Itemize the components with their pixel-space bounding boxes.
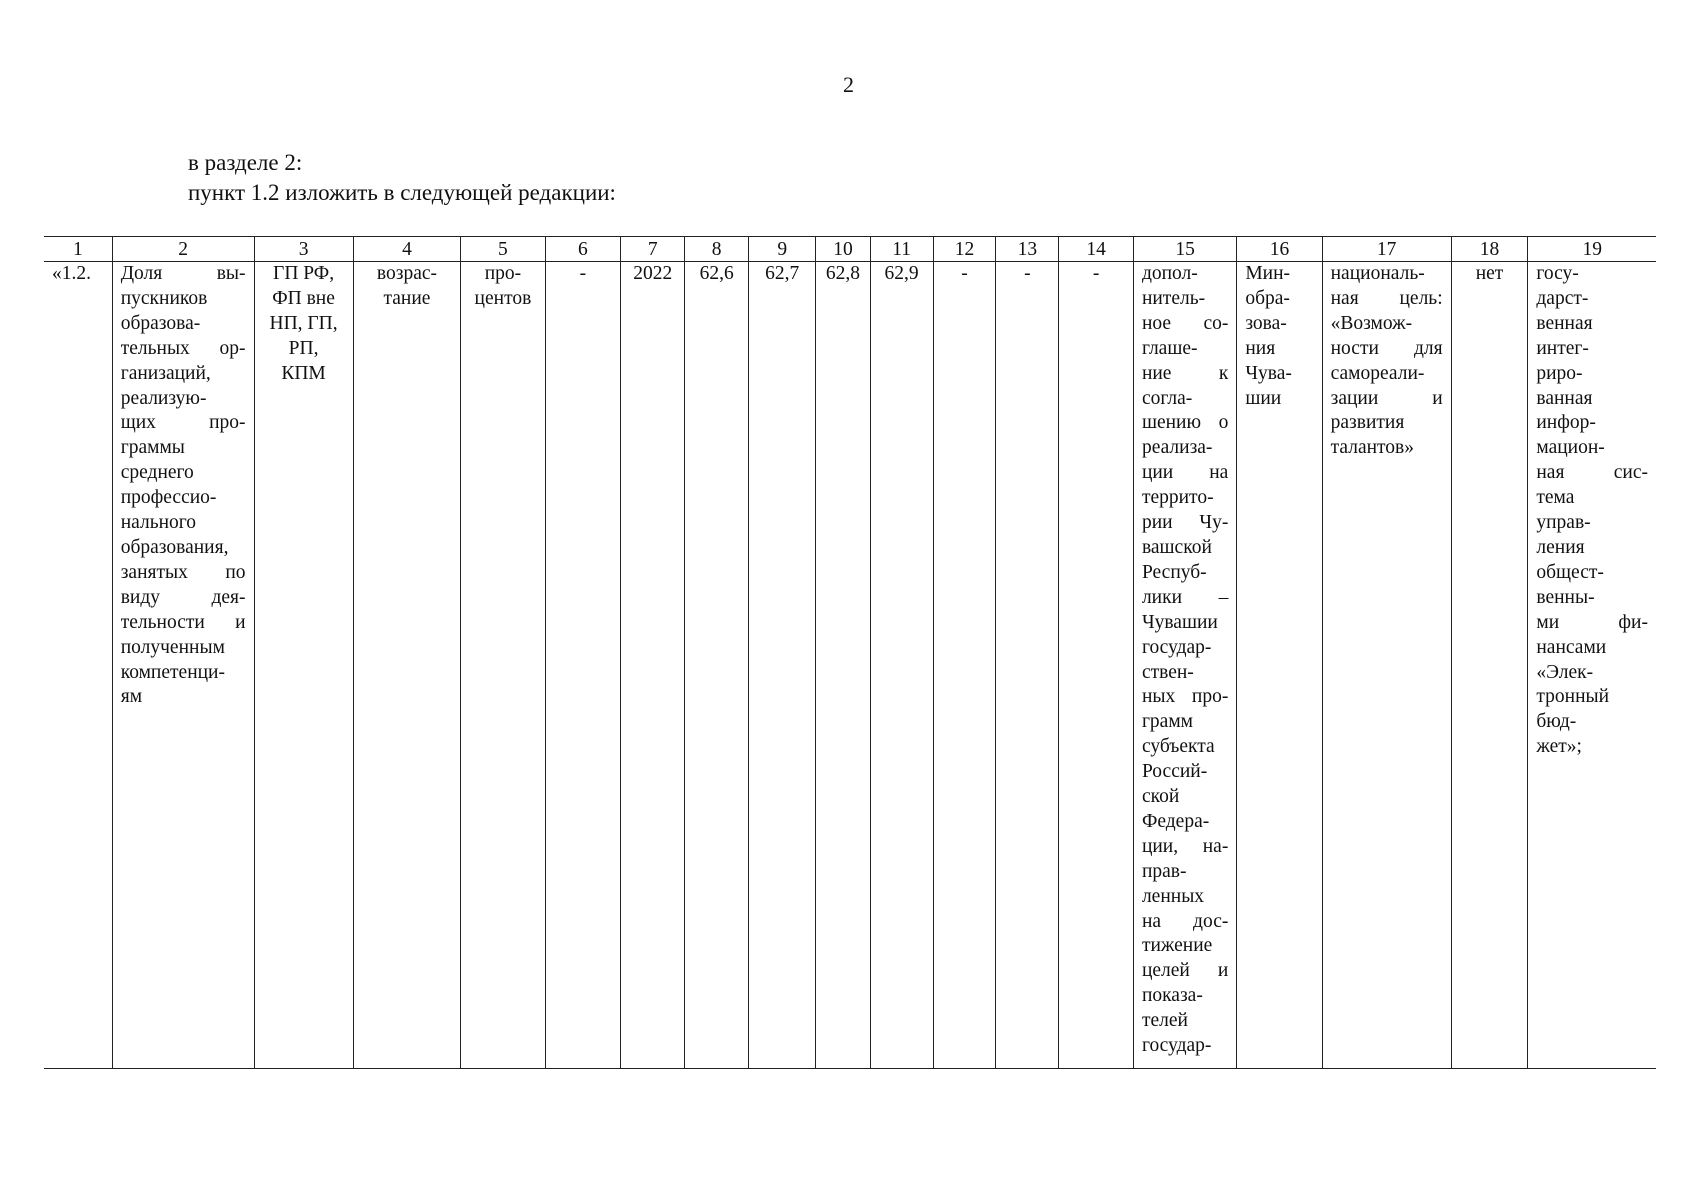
column-number: 6 [545, 237, 621, 262]
column-number: 11 [870, 237, 933, 262]
cell-line [121, 262, 246, 287]
cell-word: на- [1202, 835, 1229, 857]
cell-word: со- [1203, 312, 1229, 334]
cell-word: дея- [211, 586, 246, 608]
cell-line: «Элек- [1536, 661, 1594, 683]
cell-line: грамм [1141, 711, 1194, 733]
cell-line: профессио- [120, 487, 217, 509]
cell-line [1142, 586, 1228, 611]
cell-line: Россий- [1141, 761, 1208, 783]
cell-word: Доля [120, 263, 163, 284]
cell-line: тижение [1141, 935, 1213, 957]
cell-line: образова- [120, 312, 201, 334]
cell-word: и [235, 611, 246, 633]
cell-line: ям [120, 686, 143, 708]
cell-word: ных [1141, 686, 1176, 708]
cell-word: занятых [120, 561, 188, 583]
cell-line: ствен- [1141, 661, 1194, 683]
cell-line: ления [1536, 536, 1585, 558]
cell-line: государ- [1141, 636, 1212, 658]
column-number: 2 [112, 237, 254, 262]
cell-word: сис- [1613, 462, 1648, 484]
cell-line: ленных [1141, 885, 1205, 907]
cell-line: шии [1245, 387, 1282, 409]
cell-word: про- [209, 412, 246, 434]
cell-word: и [1432, 387, 1443, 409]
cell-line [1142, 411, 1228, 436]
cell-line: риро- [1536, 362, 1583, 384]
cell-word: к [1218, 362, 1229, 384]
cell-line: нансами [1536, 636, 1607, 658]
cell-col-12: - [933, 262, 996, 1069]
cell-line: граммы [120, 437, 185, 459]
cell-col-13: - [996, 262, 1059, 1069]
cell-line: Чува- [1245, 362, 1292, 384]
cell-word: на [1141, 910, 1162, 932]
cell-line [121, 561, 246, 586]
cell-unit [461, 262, 545, 1069]
cell-line [1142, 685, 1228, 710]
cell-line: реализа- [1141, 437, 1213, 459]
cell-line: тема [1536, 487, 1575, 509]
cell-indicator-name [112, 262, 254, 1069]
cell-line: реализую- [120, 387, 207, 409]
cell-col-18: нет [1451, 262, 1528, 1069]
cell-line: ганизаций, [120, 362, 211, 384]
column-number: 4 [353, 237, 461, 262]
column-number: 17 [1322, 237, 1451, 262]
cell-line: самореали- [1330, 362, 1425, 384]
cell-value-col-9: 62,7 [749, 262, 816, 1069]
cell-indicator-level [254, 262, 353, 1069]
cell-item-number: «1.2. [44, 262, 112, 1069]
cell-line: КПМ [281, 362, 326, 384]
cell-line: Респуб- [1141, 561, 1207, 583]
cell-line: националь- [1330, 263, 1425, 284]
cell-value-col-11: 62,9 [870, 262, 933, 1069]
cell-word: щих [120, 412, 156, 434]
cell-line: НП, ГП, [269, 312, 338, 334]
cell-word: для [1414, 337, 1443, 359]
cell-line: обра- [1245, 287, 1290, 309]
cell-line: телей [1141, 1010, 1188, 1032]
column-number: 16 [1237, 237, 1322, 262]
cell-line: компетенци- [120, 661, 225, 683]
intro-line-section: в разделе 2: [188, 150, 303, 175]
cell-line: согла- [1141, 387, 1193, 409]
column-number: 1 [44, 237, 112, 262]
cell-line [1331, 387, 1443, 412]
cell-word: виду [120, 586, 161, 608]
cell-responsible [1237, 262, 1322, 1069]
cell-line: зова- [1245, 312, 1287, 334]
cell-line: Мин- [1245, 263, 1291, 284]
cell-word: целей [1141, 960, 1190, 982]
cell-line: среднего [120, 462, 194, 484]
cell-word: лики [1141, 586, 1183, 608]
column-number: 19 [1528, 237, 1656, 262]
page-number: 2 [843, 72, 854, 97]
cell-line: ФП вне [272, 287, 335, 309]
cell-line [1536, 461, 1648, 486]
cell-value-col-8: 62,6 [685, 262, 749, 1069]
cell-col-14: - [1059, 262, 1134, 1069]
cell-info-system [1528, 262, 1656, 1069]
cell-line: ской [1141, 786, 1180, 808]
cell-line: прав- [1141, 860, 1187, 882]
cell-word: про- [1191, 686, 1229, 708]
cell-line [1142, 461, 1228, 486]
column-number: 9 [749, 237, 816, 262]
cell-word: ции [1141, 462, 1174, 484]
cell-line: инфор- [1536, 412, 1596, 434]
cell-line: центов [474, 287, 532, 309]
cell-line: тронный [1536, 686, 1610, 708]
cell-word: о [1218, 412, 1229, 434]
cell-word: шению [1141, 412, 1202, 434]
column-number: 8 [685, 237, 749, 262]
cell-word: тельности [120, 611, 205, 633]
cell-word: ции, [1141, 835, 1179, 857]
cell-trend [353, 262, 461, 1069]
cell-line: Федера- [1141, 810, 1210, 832]
cell-line: террито- [1141, 487, 1214, 509]
cell-line: ния [1245, 337, 1276, 359]
cell-word: тельных [120, 337, 190, 359]
cell-line: РП, [288, 337, 319, 359]
cell-word: ми [1536, 611, 1560, 633]
column-number: 7 [621, 237, 685, 262]
cell-line [1142, 312, 1228, 337]
cell-line: венны- [1536, 586, 1595, 608]
cell-word: ная [1536, 462, 1565, 484]
cell-line: пускников [120, 287, 208, 309]
cell-line: общест- [1536, 561, 1604, 583]
cell-line: полученным [120, 636, 225, 658]
cell-line: возрас- [376, 263, 438, 284]
indicator-table [44, 236, 1656, 1069]
cell-word: ное [1141, 312, 1172, 334]
cell-line: нитель- [1141, 287, 1206, 309]
column-number: 14 [1059, 237, 1134, 262]
cell-line: госу- [1536, 263, 1579, 284]
cell-line: бюд- [1536, 711, 1577, 733]
cell-document-basis [1133, 262, 1236, 1069]
cell-line: государ- [1141, 1035, 1212, 1057]
cell-line: про- [484, 263, 522, 284]
cell-word: и [1217, 960, 1229, 982]
column-number: 10 [816, 237, 870, 262]
cell-line: показа- [1141, 985, 1203, 1007]
cell-line: жет»; [1536, 736, 1582, 758]
cell-line [1331, 287, 1443, 312]
column-number: 13 [996, 237, 1059, 262]
cell-line [1142, 835, 1228, 860]
cell-word: ние [1141, 362, 1172, 384]
cell-line: допол- [1141, 263, 1198, 284]
column-number: 15 [1133, 237, 1236, 262]
cell-line [1331, 337, 1443, 362]
cell-line [121, 586, 246, 611]
cell-line [1142, 910, 1228, 935]
cell-line: развития [1330, 412, 1405, 434]
cell-line: ГП РФ, [273, 263, 335, 284]
table-row [44, 262, 1656, 1069]
cell-line: глаше- [1141, 337, 1198, 359]
column-number-row [44, 237, 1656, 262]
cell-word: ная [1330, 287, 1359, 309]
cell-col-6: - [545, 262, 621, 1069]
cell-word: ор- [219, 337, 246, 359]
cell-word: дос- [1193, 910, 1229, 932]
cell-line: образования, [120, 536, 229, 558]
cell-line [1142, 362, 1228, 387]
cell-line: дарст- [1536, 287, 1589, 309]
cell-word: на [1209, 462, 1229, 484]
cell-line [1142, 511, 1228, 536]
intro-text [188, 148, 616, 208]
cell-national-goal [1322, 262, 1451, 1069]
cell-line: ванная [1536, 387, 1593, 409]
cell-line [121, 337, 246, 362]
column-number: 12 [933, 237, 996, 262]
cell-word: по [225, 561, 246, 583]
intro-line-instruction: пункт 1.2 изложить в следующей редакции: [188, 180, 616, 205]
cell-value-col-10: 62,8 [816, 262, 870, 1069]
cell-line [121, 611, 246, 636]
cell-line: нального [120, 512, 197, 534]
cell-line: талантов» [1330, 437, 1415, 459]
cell-line: мацион- [1536, 437, 1605, 459]
column-number: 5 [461, 237, 545, 262]
cell-line [1536, 611, 1648, 636]
cell-line: субъекта [1141, 736, 1215, 758]
cell-word: рии [1141, 512, 1173, 534]
cell-line: венная [1536, 312, 1593, 334]
cell-line: «Возмож- [1330, 312, 1413, 334]
cell-line: управ- [1536, 512, 1591, 534]
cell-word: зации [1330, 387, 1379, 409]
cell-word: Чу- [1199, 512, 1229, 534]
cell-base-year: 2022 [621, 262, 685, 1069]
cell-word: ности [1330, 337, 1379, 359]
cell-word: цель: [1399, 287, 1443, 309]
cell-line: вашской [1141, 536, 1212, 558]
cell-line [121, 411, 246, 436]
cell-line: Чувашии [1141, 611, 1218, 633]
cell-word: – [1218, 586, 1229, 608]
cell-line: интег- [1536, 337, 1589, 359]
column-number: 18 [1451, 237, 1528, 262]
cell-word: вы- [216, 263, 246, 284]
cell-line [1142, 959, 1228, 984]
cell-line: тание [383, 287, 431, 309]
cell-word: фи- [1618, 611, 1648, 633]
column-number: 3 [254, 237, 353, 262]
